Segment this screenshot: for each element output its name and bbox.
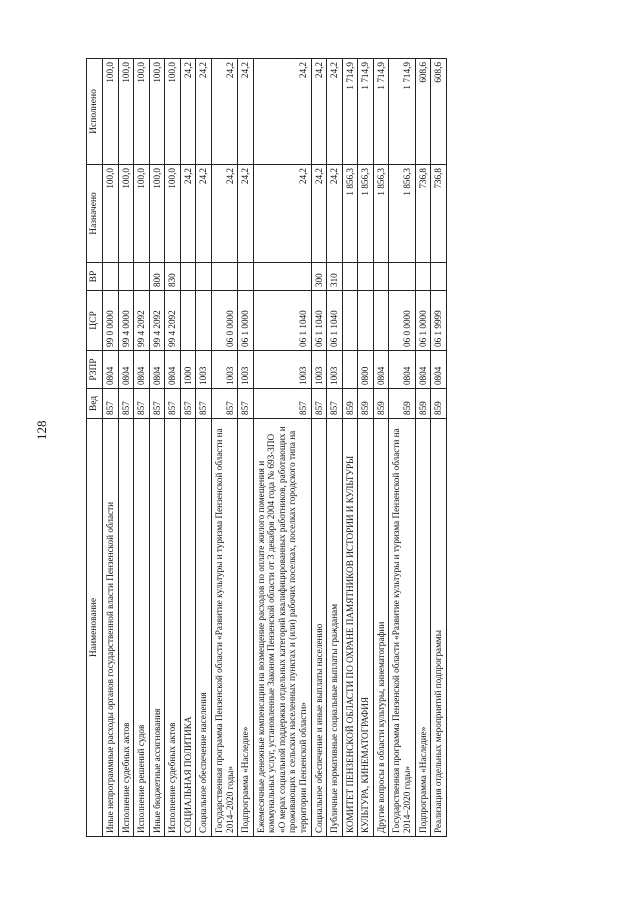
cell-name: Исполнение судебных актов <box>118 419 134 837</box>
cell-vr <box>238 263 254 291</box>
cell-assigned: 736,8 <box>431 165 447 263</box>
cell-executed: 100,0 <box>102 59 118 165</box>
cell-ved: 857 <box>102 389 118 419</box>
cell-assigned: 100,0 <box>149 165 165 263</box>
table-header-row <box>87 59 103 837</box>
cell-rzpr: 1003 <box>311 351 327 389</box>
cell-executed: 608,6 <box>431 59 447 165</box>
header-vr: ВР <box>87 263 103 291</box>
table-row <box>196 59 212 837</box>
cell-rzpr: 1003 <box>253 351 311 389</box>
cell-csr: 06 0 0000 <box>389 291 415 351</box>
cell-ved: 859 <box>431 389 447 419</box>
cell-rzpr: 0804 <box>102 351 118 389</box>
cell-executed: 24,2 <box>238 59 254 165</box>
table-row <box>342 59 358 837</box>
cell-csr: 99 4 2092 <box>149 291 165 351</box>
table-row <box>431 59 447 837</box>
cell-csr: 06 0 0000 <box>211 291 237 351</box>
cell-name: Иные непрограммные расходы органов государственной власти Пензенской области <box>102 419 118 837</box>
cell-ved: 857 <box>180 389 196 419</box>
table-row <box>373 59 389 837</box>
cell-executed: 24,2 <box>211 59 237 165</box>
table-row <box>327 59 343 837</box>
cell-assigned: 1 856,3 <box>358 165 374 263</box>
cell-executed: 100,0 <box>118 59 134 165</box>
header-rzpr: Р3ПР <box>87 351 103 389</box>
cell-assigned: 100,0 <box>134 165 150 263</box>
cell-rzpr: 0804 <box>389 351 415 389</box>
cell-vr <box>253 263 311 291</box>
cell-rzpr: 1003 <box>196 351 212 389</box>
cell-executed: 1 714,9 <box>342 59 358 165</box>
table-row <box>238 59 254 837</box>
cell-assigned: 100,0 <box>102 165 118 263</box>
table-row <box>253 59 311 837</box>
cell-csr: 99 4 0000 <box>118 291 134 351</box>
cell-vr <box>373 263 389 291</box>
cell-executed: 24,2 <box>196 59 212 165</box>
cell-assigned: 24,2 <box>311 165 327 263</box>
cell-assigned: 24,2 <box>211 165 237 263</box>
cell-name: СОЦИАЛЬНАЯ ПОЛИТИКА <box>180 419 196 837</box>
cell-csr <box>358 291 374 351</box>
cell-vr <box>211 263 237 291</box>
table-row <box>102 59 118 837</box>
cell-vr <box>389 263 415 291</box>
cell-vr: 830 <box>165 263 181 291</box>
cell-ved: 857 <box>327 389 343 419</box>
cell-rzpr: 1003 <box>238 351 254 389</box>
cell-executed: 24,2 <box>253 59 311 165</box>
cell-ved: 857 <box>311 389 327 419</box>
table-row <box>211 59 237 837</box>
cell-executed: 1 714,9 <box>358 59 374 165</box>
cell-rzpr: 0804 <box>415 351 431 389</box>
table-row <box>389 59 415 837</box>
cell-executed: 100,0 <box>149 59 165 165</box>
cell-executed: 24,2 <box>311 59 327 165</box>
cell-assigned: 1 856,3 <box>342 165 358 263</box>
cell-vr <box>102 263 118 291</box>
cell-name: Социальное обеспечение населения <box>196 419 212 837</box>
cell-rzpr: 0804 <box>431 351 447 389</box>
cell-ved: 857 <box>149 389 165 419</box>
cell-csr <box>342 291 358 351</box>
cell-executed: 100,0 <box>165 59 181 165</box>
cell-executed: 100,0 <box>134 59 150 165</box>
cell-executed: 1 714,9 <box>373 59 389 165</box>
cell-ved: 857 <box>211 389 237 419</box>
cell-name: Государственная программа Пензенской области «Развитие культуры и туризма Пензенской области на 2014–2020 годы» <box>211 419 237 837</box>
cell-assigned: 24,2 <box>180 165 196 263</box>
cell-rzpr: 1003 <box>211 351 237 389</box>
cell-csr: 06 1 0000 <box>238 291 254 351</box>
cell-csr: 06 1 1040 <box>327 291 343 351</box>
table-row <box>311 59 327 837</box>
header-assigned: Назначено <box>87 165 103 263</box>
cell-executed: 24,2 <box>180 59 196 165</box>
table-row <box>134 59 150 837</box>
cell-name: Публичные нормативные социальные выплаты гражданам <box>327 419 343 837</box>
cell-ved: 857 <box>118 389 134 419</box>
table-row <box>358 59 374 837</box>
cell-csr: 06 1 1040 <box>311 291 327 351</box>
table-row <box>165 59 181 837</box>
cell-ved: 857 <box>196 389 212 419</box>
cell-csr: 06 1 1040 <box>253 291 311 351</box>
cell-rzpr: 0800 <box>358 351 374 389</box>
cell-rzpr: 0804 <box>165 351 181 389</box>
cell-vr <box>180 263 196 291</box>
cell-csr: 06 1 0000 <box>415 291 431 351</box>
cell-assigned: 24,2 <box>253 165 311 263</box>
cell-csr: 06 1 9999 <box>431 291 447 351</box>
cell-ved: 859 <box>358 389 374 419</box>
cell-name: Государственная программа Пензенской области «Развитие культуры и туризма Пензенской области на 2014–2020 годы» <box>389 419 415 837</box>
cell-executed: 1 714,9 <box>389 59 415 165</box>
table-row <box>180 59 196 837</box>
cell-vr <box>134 263 150 291</box>
cell-name: Иные бюджетные ассигнования <box>149 419 165 837</box>
cell-rzpr <box>342 351 358 389</box>
cell-assigned: 1 856,3 <box>373 165 389 263</box>
cell-name: Подпрограмма «Наследие» <box>415 419 431 837</box>
cell-ved: 859 <box>389 389 415 419</box>
cell-name: Другие вопросы в области культуры, кинематографии <box>373 419 389 837</box>
cell-executed: 24,2 <box>327 59 343 165</box>
cell-csr <box>180 291 196 351</box>
cell-name: КОМИТЕТ ПЕНЗЕНСКОЙ ОБЛАСТИ ПО ОХРАНЕ ПАМЯТНИКОВ ИСТОРИИ И КУЛЬТУРЫ <box>342 419 358 837</box>
cell-name: Исполнение судебных актов <box>165 419 181 837</box>
cell-assigned: 24,2 <box>327 165 343 263</box>
cell-csr: 99 0 0000 <box>102 291 118 351</box>
cell-ved: 857 <box>165 389 181 419</box>
cell-vr <box>415 263 431 291</box>
cell-executed: 608,6 <box>415 59 431 165</box>
cell-ved: 857 <box>134 389 150 419</box>
cell-csr <box>373 291 389 351</box>
cell-csr: 99 4 2092 <box>134 291 150 351</box>
cell-assigned: 1 856,3 <box>389 165 415 263</box>
cell-rzpr: 0804 <box>118 351 134 389</box>
cell-rzpr: 1003 <box>327 351 343 389</box>
cell-assigned: 100,0 <box>165 165 181 263</box>
cell-ved: 859 <box>415 389 431 419</box>
cell-rzpr: 0804 <box>149 351 165 389</box>
cell-vr: 800 <box>149 263 165 291</box>
header-name: Наименование <box>87 419 103 837</box>
cell-assigned: 736,8 <box>415 165 431 263</box>
cell-vr <box>118 263 134 291</box>
cell-name: Социальное обеспечение и иные выплаты населению <box>311 419 327 837</box>
cell-name: КУЛЬТУРА, КИНЕМАТОГРАФИЯ <box>358 419 374 837</box>
header-ved: Вед <box>87 389 103 419</box>
cell-rzpr: 1000 <box>180 351 196 389</box>
table-row <box>415 59 431 837</box>
cell-vr: 300 <box>311 263 327 291</box>
cell-ved: 857 <box>238 389 254 419</box>
rotated-table-wrapper <box>86 59 552 837</box>
cell-rzpr: 0804 <box>373 351 389 389</box>
cell-name: Ежемесячные денежные компенсации на возмещение расходов по оплате жилого помещения и коммунальных услуг, установленные Законом Пензенской области от 3 декабря 2004 года № 693-ЗПО «О мерах социальной поддержки отдельных категорий квалифицированных работников, работающих и проживающих в сельских населенных пунктах и (или) рабочих поселках, поселках городского типа на территории Пензенской области» <box>253 419 311 837</box>
budget-table <box>86 58 447 837</box>
table-row <box>118 59 134 837</box>
cell-csr: 99 4 2092 <box>165 291 181 351</box>
cell-assigned: 24,2 <box>196 165 212 263</box>
cell-name: Реализация отдельных мероприятий подпрограммы <box>431 419 447 837</box>
header-executed: Исполнено <box>87 59 103 165</box>
cell-vr <box>431 263 447 291</box>
page-number: 128 <box>34 420 49 440</box>
cell-assigned: 100,0 <box>118 165 134 263</box>
cell-name: Исполнение решений судов <box>134 419 150 837</box>
cell-name: Подпрограмма «Наследие» <box>238 419 254 837</box>
table-row <box>149 59 165 837</box>
cell-vr <box>358 263 374 291</box>
header-csr: ЦСР <box>87 291 103 351</box>
cell-rzpr: 0804 <box>134 351 150 389</box>
cell-assigned: 24,2 <box>238 165 254 263</box>
cell-csr <box>196 291 212 351</box>
cell-vr <box>342 263 358 291</box>
cell-ved: 857 <box>253 389 311 419</box>
cell-ved: 859 <box>342 389 358 419</box>
cell-vr <box>196 263 212 291</box>
cell-vr: 310 <box>327 263 343 291</box>
cell-ved: 859 <box>373 389 389 419</box>
